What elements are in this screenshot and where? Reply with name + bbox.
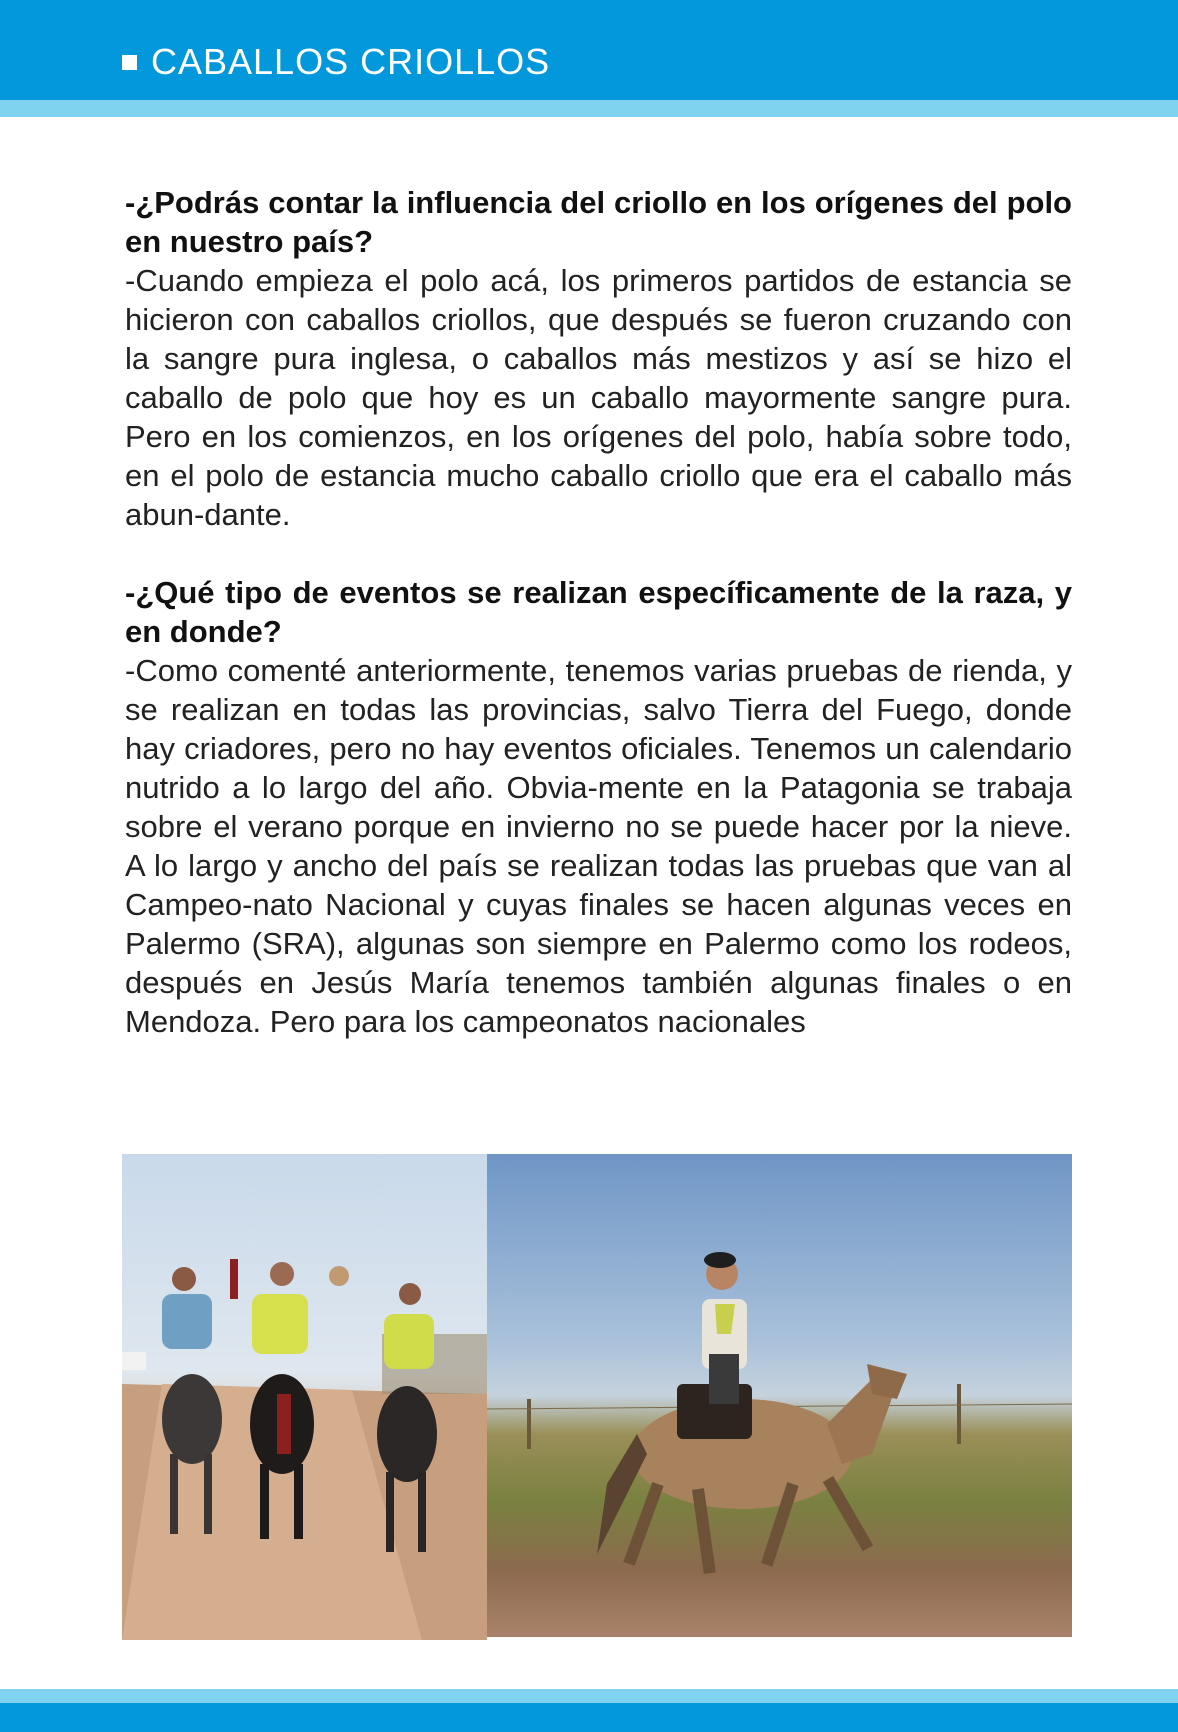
footer-band bbox=[0, 1703, 1178, 1732]
section-title bbox=[122, 40, 550, 84]
photo-rider-galloping bbox=[487, 1154, 1072, 1637]
photo-three-riders bbox=[122, 1154, 487, 1640]
bullet-square-icon bbox=[122, 55, 137, 70]
footer-stripe bbox=[0, 1689, 1178, 1703]
photo-three-riders-illustration bbox=[122, 1154, 487, 1640]
question-1: -¿Podrás contar la influencia del criollo en los orígenes del polo en nuestro país? bbox=[125, 185, 1072, 259]
answer-1: -Cuando empieza el polo acá, los primeros partidos de estancia se hicieron con caballos criollos, que después se fueron cruzando con la sangre pura inglesa, o caballos más mestizos y así se hizo el caballo de polo que hoy es un caballo mayormente sangre pura. Pero en los comienzos, en los orígenes del polo, había sobre todo, en el polo de estancia mucho caballo criollo que era el caballo más abun-dante. bbox=[125, 263, 1072, 532]
header-stripe bbox=[0, 100, 1178, 117]
photo-rider-galloping-illustration bbox=[487, 1154, 1072, 1637]
section-title-text: CABALLOS CRIOLLOS bbox=[151, 41, 551, 82]
paragraph-gap bbox=[125, 534, 1072, 573]
answer-2: -Como comenté anteriormente, tenemos varias pruebas de rienda, y se realizan en todas las provincias, salvo Tierra del Fuego, donde hay criadores, pero no hay eventos oficiales. Tenemos un calendario nutrido a lo largo del año. Obvia-mente en la Patagonia se trabaja sobre el verano porque en invierno no se puede hacer por la nieve. A lo largo y ancho del país se realizan todas las pruebas que van al Campeo-nato Nacional y cuyas finales se hacen algunas veces en Palermo (SRA), algunas son siempre en Palermo como los rodeos, después en Jesús María tenemos también algunas finales o en Mendoza. Pero para los campeonatos nacionales bbox=[125, 653, 1072, 1039]
question-2: -¿Qué tipo de eventos se realizan específicamente de la raza, y en donde? bbox=[125, 575, 1072, 649]
article-body bbox=[125, 183, 1072, 1041]
photo-strip bbox=[122, 1154, 1072, 1640]
